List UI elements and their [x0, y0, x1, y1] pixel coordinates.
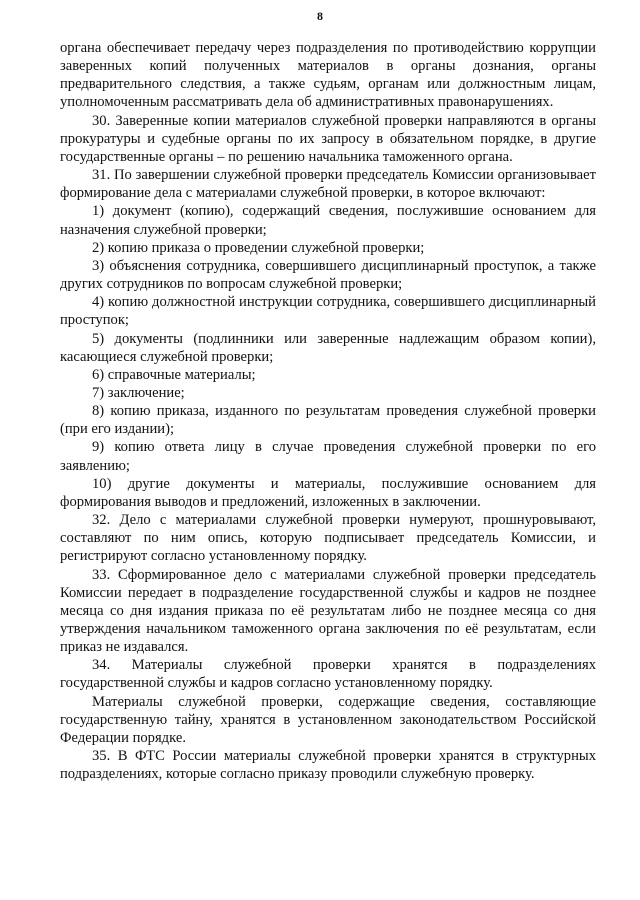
paragraph-item-35: 35. В ФТС России материалы служебной проверки хранятся в структурных подразделениях, которые согласно приказу проводили служебную проверку.	[60, 748, 596, 783]
paragraph-item-32: 32. Дело с материалами служебной проверки нумеруют, прошнуровывают, составляют по ним опись, которую подписывает председатель Комиссии, и регистрируют согласно установленному порядку.	[60, 512, 596, 565]
list-item-8: 8) копию приказа, изданного по результатам проведения служебной проверки (при его издании);	[60, 403, 596, 438]
list-item-10: 10) другие документы и материалы, послужившие основанием для формирования выводов и предложений, изложенных в заключении.	[60, 475, 596, 510]
list-item-4: 4) копию должностной инструкции сотрудника, совершившего дисциплинарный проступок;	[60, 294, 596, 329]
list-item-2: 2) копию приказа о проведении служебной проверки;	[92, 239, 425, 256]
list-item-3: 3) объяснения сотрудника, совершившего дисциплинарный проступок, а также других сотрудников по вопросам служебной проверки;	[60, 257, 596, 293]
list-item-7: 7) заключение;	[92, 384, 185, 401]
list-item-5: 5) документы (подлинники или заверенные надлежащим образом копии), касающиеся служебной проверки;	[60, 330, 596, 365]
list-item-6: 6) справочные материалы;	[92, 366, 256, 383]
page-number: 8	[317, 9, 323, 23]
paragraph-item-31: 31. По завершении служебной проверки председатель Комиссии организовывает формирование дела с материалами служебной проверки, в которое включают:	[60, 167, 596, 202]
paragraph-item-34: 34. Материалы служебной проверки хранятся в подразделениях государственной службы и кадров согласно установленному порядку.	[60, 657, 596, 692]
paragraph-item-30: 30. Заверенные копии материалов служебной проверки направляются в органы прокуратуры и судебные органы по их запросу в обязательном порядке, в другие государственные органы – по решению начальника таможенного органа.	[60, 112, 596, 165]
paragraph-continuation: органа обеспечивает передачу через подразделения по противодействию коррупции заверенных копий полученных материалов в органы дознания, органы предварительного следствия, а также судьям, органам или должностным лицам, уполномоченным рассматривать дела об административных правонарушениях.	[60, 40, 596, 111]
list-item-9: 9) копию ответа лицу в случае проведения служебной проверки по его заявлению;	[60, 439, 596, 474]
list-item-1: 1) документ (копию), содержащий сведения, послужившие основанием для назначения служебной проверки;	[60, 203, 596, 238]
paragraph-item-33: 33. Сформированное дело с материалами служебной проверки председатель Комиссии передает в подразделение государственной службы и кадров не позднее месяца со дня издания приказа по её результатам либо не позднее месяца со дня утверждения начальником таможенного органа заключения по её результатам, если приказ не издавался.	[60, 566, 596, 656]
paragraph-secret-materials: Материалы служебной проверки, содержащие сведения, составляющие государственную тайну, хранятся в установленном законодательством Российской Федерации порядке.	[60, 693, 596, 746]
document-body	[60, 39, 596, 783]
